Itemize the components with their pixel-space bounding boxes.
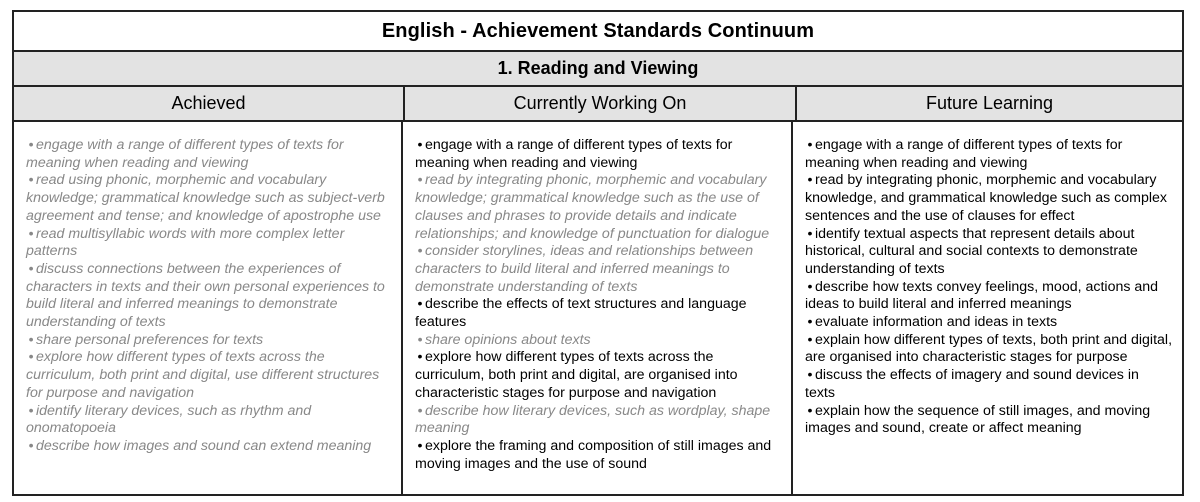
column-heading-achieved: Achieved	[14, 87, 405, 120]
standard-item-text: explore the framing and composition of still images and moving images and the use of sound	[415, 437, 772, 472]
bullet-icon: •	[417, 331, 423, 348]
standard-item	[26, 349, 391, 402]
bullet-icon: •	[28, 402, 34, 419]
standard-item-text: share personal preferences for texts	[36, 331, 264, 348]
standard-item	[805, 367, 1172, 402]
standard-item	[26, 172, 391, 225]
standard-item-text: read by integrating phonic, morphemic and vocabulary knowledge; grammatical knowledge such as the use of clauses and phrases to provide details and indicate relationships; and knowledge of punctuation for dialogue	[415, 172, 770, 242]
bullet-icon: •	[417, 137, 423, 153]
bullet-icon: •	[417, 402, 423, 419]
bullet-icon: •	[807, 225, 813, 242]
bullet-icon: •	[417, 296, 423, 313]
standard-item	[415, 296, 781, 331]
bullet-icon: •	[807, 331, 813, 348]
standard-item-text: explore how different types of texts across the curriculum, both print and digital, are organised into characteristic stages for purpose and navigation	[415, 349, 738, 401]
standards-body-row	[14, 122, 1182, 494]
bullet-icon: •	[28, 137, 34, 153]
bullet-icon: •	[28, 349, 34, 366]
standard-item	[415, 438, 781, 473]
standard-item-text: explain how different types of texts, both print and digital, are organised into characteristic stages for purpose	[805, 331, 1173, 366]
standard-item	[805, 226, 1172, 279]
standard-item-text: share opinions about texts	[425, 331, 591, 348]
standard-item-text: engage with a range of different types of texts for meaning when reading and viewing	[805, 137, 1123, 171]
standard-item	[26, 261, 391, 332]
standard-item	[26, 403, 391, 438]
standard-item	[415, 137, 781, 172]
standard-item	[26, 226, 391, 261]
standard-item	[26, 438, 391, 456]
standard-item-text: explore how different types of texts across the curriculum, both print and digital, use different structures for purpose and navigation	[26, 349, 380, 401]
standard-item	[415, 403, 781, 438]
currently-working-on-cell	[403, 122, 793, 494]
bullet-icon: •	[417, 437, 423, 454]
standard-item-text: engage with a range of different types of texts for meaning when reading and viewing	[26, 137, 344, 171]
bullet-icon: •	[28, 437, 34, 454]
standards-table	[12, 10, 1184, 496]
achieved-cell	[14, 122, 403, 494]
standard-item-text: describe how literary devices, such as wordplay, shape meaning	[415, 402, 771, 437]
standard-item	[805, 314, 1172, 332]
bullet-icon: •	[28, 225, 34, 242]
standard-item	[26, 332, 391, 350]
standard-item-text: read by integrating phonic, morphemic and vocabulary knowledge, and grammatical knowledge such as complex sentences and the use of clauses for effect	[805, 172, 1167, 224]
column-heading-future-learning: Future Learning	[925, 93, 1054, 113]
bullet-icon: •	[417, 172, 423, 189]
standard-item	[805, 137, 1172, 172]
bullet-icon: •	[417, 349, 423, 366]
column-heading-currently-working-on: Currently Working On	[405, 87, 797, 120]
standard-item-text: consider storylines, ideas and relationships between characters to build literal and inferred meanings to demonstrate understanding of texts	[415, 243, 754, 295]
standard-item-text: read using phonic, morphemic and vocabulary knowledge; grammatical knowledge such as subject-verb agreement and tense; and knowledge of apostrophe use	[26, 172, 385, 224]
bullet-icon: •	[807, 367, 813, 384]
standard-item-text: engage with a range of different types of texts for meaning when reading and viewing	[415, 137, 733, 171]
column-headings-row	[14, 87, 1182, 122]
bullet-icon: •	[28, 331, 34, 348]
bullet-icon: •	[807, 278, 813, 295]
standard-item	[805, 332, 1172, 367]
standard-item	[805, 279, 1172, 314]
bullet-icon: •	[28, 260, 34, 277]
standard-item	[415, 349, 781, 402]
document-title: English - Achievement Standards Continuum	[14, 12, 1182, 52]
bullet-icon: •	[28, 172, 34, 189]
standard-item	[26, 137, 391, 172]
standard-item	[415, 172, 781, 243]
standard-item-text: describe the effects of text structures and language features	[415, 296, 747, 331]
standard-item	[415, 332, 781, 350]
section-heading: 1. Reading and Viewing	[14, 52, 1182, 87]
bullet-icon: •	[807, 314, 813, 331]
standard-item-text: describe how images and sound can extend meaning	[36, 437, 372, 454]
bullet-icon: •	[807, 402, 813, 419]
standard-item-text: explain how the sequence of still images, and moving images and sound, create or affect meaning	[805, 402, 1151, 437]
standard-item-text: identify literary devices, such as rhythm and onomatopoeia	[26, 402, 312, 437]
standard-item	[805, 172, 1172, 225]
standard-item-text: read multisyllabic words with more complex letter patterns	[26, 225, 345, 260]
standard-item	[415, 243, 781, 296]
achievement-standards-document	[12, 10, 1184, 496]
standard-item	[805, 403, 1172, 438]
standard-item-text: discuss connections between the experiences of characters in texts and their own personal experiences to build literal and inferred meanings to demonstrate understanding of texts	[26, 260, 385, 331]
standard-item-text: describe how texts convey feelings, mood, actions and ideas to build literal and inferred meanings	[805, 278, 1159, 313]
standard-item-text: evaluate information and ideas in texts	[815, 314, 1058, 331]
bullet-icon: •	[807, 137, 813, 153]
standard-item-text: identify textual aspects that represent details about historical, cultural and social contexts to demonstrate understanding of texts	[805, 225, 1138, 277]
future-learning-cell	[793, 122, 1182, 494]
bullet-icon: •	[417, 243, 423, 260]
bullet-icon: •	[807, 172, 813, 189]
standard-item-text: discuss the effects of imagery and sound devices in texts	[805, 367, 1139, 401]
